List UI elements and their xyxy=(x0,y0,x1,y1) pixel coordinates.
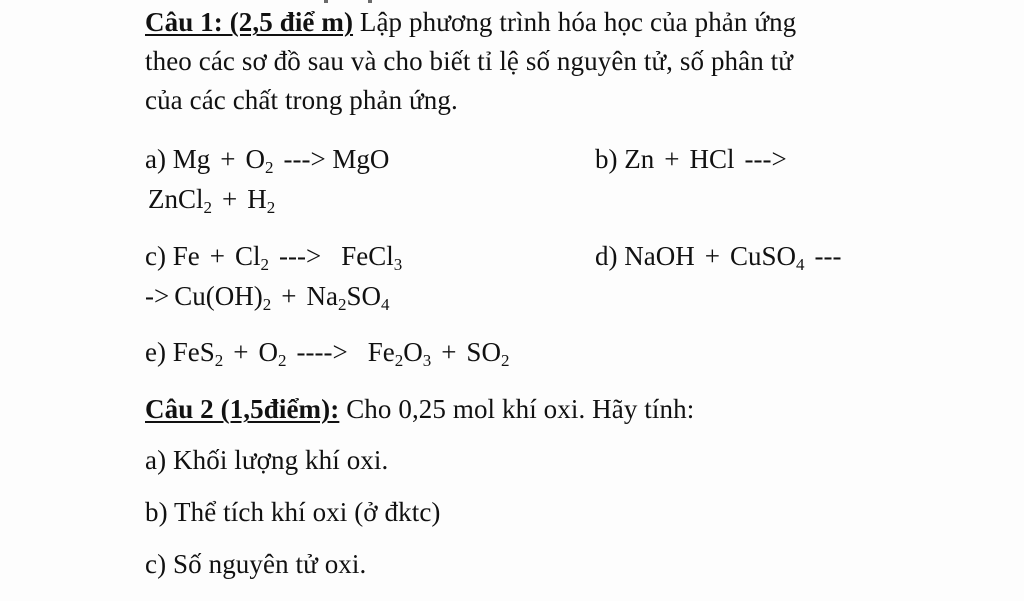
q1-intro-line-3: của các chất trong phản ứng. xyxy=(145,85,458,115)
cropped-glyph-fragment xyxy=(324,0,328,3)
equation-d-line-1: d) NaOH + CuSO$_4$ --- xyxy=(595,241,842,274)
cropped-top-edge xyxy=(140,0,540,4)
q2-item-b: b) Thể tích khí oxi (ở đktc) xyxy=(145,497,441,527)
q1-intro-line-1 xyxy=(145,6,796,38)
equation-c: c) $Fe + Cl_2$ ---> FeCl$_3$ xyxy=(145,241,403,274)
equation-b-line-2: ZnCl$_2$ + $H_2$ xyxy=(148,184,276,217)
q1-heading: Câu 1: (2,5 điể m) xyxy=(145,7,354,37)
equation-e: e) $FeS_2 + O_2$ ----> $Fe_2O_3 + SO_2$ xyxy=(145,337,510,370)
q1-intro-line-2: theo các sơ đồ sau và cho biết tỉ lệ số nguyên tử, số phân tử xyxy=(145,46,794,76)
q2-item-a: a) Khối lượng khí oxi. xyxy=(145,445,389,475)
q2-heading: Câu 2 (1,5điểm): xyxy=(145,394,340,424)
q1-intro-text: Lập phương trình hóa học của phản ứng xyxy=(353,7,797,37)
q2-intro-line xyxy=(145,393,694,425)
equation-d-line-2: -> $Cu(OH)_2 + Na_2SO_4$ xyxy=(145,281,390,314)
equation-b-line-1: b) Zn + HCl ---> xyxy=(595,144,787,174)
cropped-glyph-fragment xyxy=(368,0,372,3)
equation-a: a) $Mg + O_2$ ---> MgO xyxy=(145,144,390,177)
q2-intro-text: Cho 0,25 mol khí oxi. Hãy tính: xyxy=(339,394,695,424)
q2-item-c: c) Số nguyên tử oxi. xyxy=(145,549,367,579)
